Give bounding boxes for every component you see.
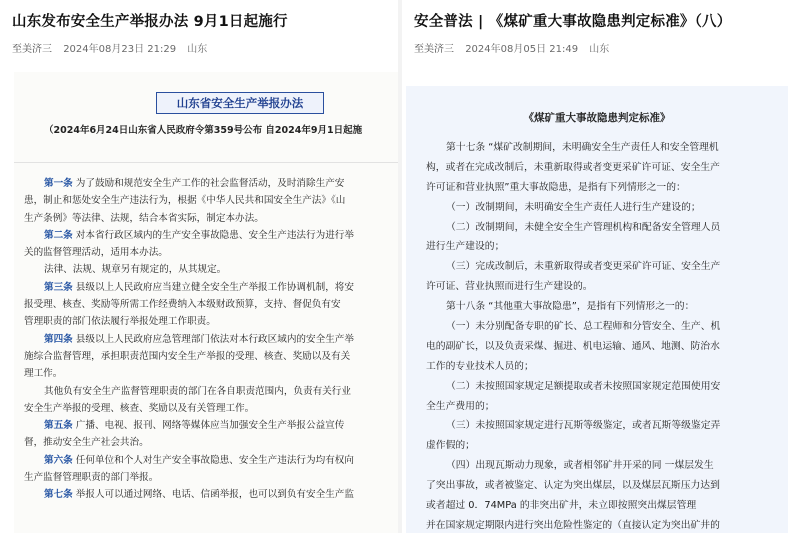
- right-doc-line: 了突出事故，或者被鉴定、认定为突出煤层，以及煤层瓦斯压力达到: [426, 480, 720, 492]
- left-doc-line-text: 法律、法规、规章另有规定的，从其规定。: [44, 264, 227, 276]
- right-doc-line: 虚作假的；: [426, 440, 475, 452]
- left-doc-line: [22, 313, 398, 330]
- left-doc-line: [22, 400, 398, 417]
- left-doc-line: [22, 244, 398, 261]
- left-location: 山东: [187, 44, 208, 55]
- left-doc-line-text: 为了鼓励和规范安全生产工作的社会监督活动，及时消除生产安: [75, 178, 345, 189]
- article-number: 第五条: [44, 420, 73, 432]
- left-article-meta: [12, 40, 207, 55]
- right-article-meta: [414, 40, 609, 55]
- right-doc-line: （二）未按照国家规定足额提取或者未按照国家规定范围使用安: [446, 380, 721, 392]
- right-doc-line: 第十七条 “煤矿改制期间，未明确安全生产责任人和安全管理机: [446, 142, 719, 153]
- left-document-divider: [14, 162, 398, 163]
- right-doc-line: （一）改制期间，未明确安全生产责任人进行生产建设的；: [446, 201, 701, 213]
- left-doc-line: [22, 279, 398, 296]
- left-doc-line: [22, 175, 398, 192]
- left-doc-line-text: 县级以上人民政府应当建立健全安全生产举报工作协调机制，将安: [75, 281, 354, 293]
- left-doc-line-text: 其他负有安全生产监督管理职责的部门在各自职责范围内，负责有关行业: [44, 385, 351, 397]
- right-document-body: [424, 138, 786, 533]
- left-doc-line: [22, 331, 398, 348]
- left-doc-line: [22, 348, 398, 365]
- right-doc-line: （一）未分别配备专职的矿长、总工程师和分管安全、生产、机: [446, 321, 721, 333]
- left-article-title[interactable]: 山东发布安全生产举报办法 9月1日起施行: [12, 14, 288, 30]
- left-doc-line: [22, 486, 398, 503]
- left-doc-line-text: 理工作。: [24, 368, 63, 380]
- right-document-image: [406, 86, 788, 533]
- right-author-link[interactable]: 至美济三: [414, 44, 454, 55]
- left-doc-line-text: 任何单位和个人对生产安全事故隐患、安全生产违法行为均有权向: [75, 454, 354, 466]
- right-doc-line: 电的副矿长，以及负责采煤、掘进、机电运输、通风、地测、防治水: [426, 340, 720, 352]
- left-doc-line: [22, 192, 398, 209]
- left-doc-line-text: 生产监督管理职责的部门举报。: [24, 472, 159, 484]
- left-doc-line-text: 安全生产举报的受理、核查、奖励以及有关管理工作。: [24, 402, 255, 414]
- article-number: 第二条: [44, 229, 73, 241]
- right-doc-line: （四）出现瓦斯动力现象，或者相邻矿井开采的同 一煤层发生: [446, 460, 714, 472]
- left-doc-line: [22, 417, 398, 434]
- article-number: 第一条: [44, 178, 73, 189]
- left-doc-line: [22, 452, 398, 469]
- left-doc-line-text: 县级以上人民政府应急管理部门依法对本行政区域内的安全生产举: [75, 333, 354, 345]
- article-number: 第七条: [44, 489, 73, 501]
- left-document-body: [22, 175, 398, 504]
- left-doc-line: [22, 469, 398, 486]
- left-doc-line: [22, 210, 398, 227]
- left-doc-line: [22, 383, 398, 400]
- left-doc-line: [22, 261, 398, 278]
- right-doc-line: 全生产费用的；: [426, 400, 495, 412]
- left-doc-line-text: 对本省行政区域内的生产安全事故隐患、安全生产违法行为进行举: [75, 229, 354, 241]
- left-document-subtitle: （2024年6月24日山东省人民政府令第359号公布 自2024年9月1日起施: [44, 125, 363, 136]
- article-number: 第三条: [44, 281, 73, 293]
- left-doc-line: [22, 434, 398, 451]
- left-doc-line-text: 生产条例》等法律、法规，结合本省实际，制定本办法。: [24, 212, 264, 224]
- left-doc-line: [22, 296, 398, 313]
- left-publish-time: 2024年08月23日 21:29: [63, 44, 177, 55]
- article-number: 第四条: [44, 333, 73, 345]
- article-number: 第六条: [44, 454, 73, 466]
- right-article-title[interactable]: 安全普法 | 《煤矿重大事故隐患判定标准》（八）: [414, 14, 732, 30]
- right-doc-line: 构，或者在完成改制后，未重新取得或者变更采矿许可证、安全生产: [426, 161, 720, 173]
- left-doc-line: [22, 227, 398, 244]
- left-doc-line-text: 广播、电视、报刊、网络等媒体应当加强安全生产举报公益宣传: [75, 420, 345, 432]
- right-article-panel: [402, 0, 800, 533]
- right-doc-line: 许可证和营业执照”重大事故隐患，是指有下列情形之一的：: [426, 181, 686, 193]
- right-doc-line: 并在国家规定期限内进行突出危险性鉴定的（直接认定为突出矿井的: [426, 519, 720, 531]
- left-doc-line-text: 施综合监督管理，承担职责范围内安全生产举报的受理、核查、奖励以及有关: [24, 350, 351, 362]
- left-doc-line-text: 督，推动安全生产社会共治。: [24, 437, 149, 449]
- right-doc-line: （三）完成改制后，未重新取得或者变更采矿许可证、安全生产: [446, 261, 721, 273]
- left-doc-line: [22, 365, 398, 382]
- right-doc-line: 许可证、营业执照而进行生产建设的。: [426, 281, 593, 293]
- right-doc-line: （二）改制期间，未健全安全生产管理机构和配备安全管理人员: [446, 221, 721, 233]
- left-doc-line-text: 管理职责的部门依法履行举报处理工作职责。: [24, 316, 216, 328]
- left-article-panel: [0, 0, 398, 533]
- left-doc-line-text: 患，制止和惩处安全生产违法行为，根据《中华人民共和国安全生产法》《山: [24, 195, 346, 207]
- right-doc-line: 第十八条 “其他重大事故隐患”，是指有下列情形之一的：: [446, 301, 695, 313]
- right-publish-time: 2024年08月05日 21:49: [465, 44, 579, 55]
- left-doc-line-text: 举报人可以通过网络、电话、信函举报，也可以到负有安全生产监: [75, 489, 354, 501]
- right-doc-line: 工作的专业技术人员的；: [426, 360, 534, 372]
- left-doc-line-text: 关的监督管理活动，适用本办法。: [24, 247, 168, 259]
- right-doc-line: 进行生产建设的；: [426, 241, 505, 253]
- left-document-heading: 山东省安全生产举报办法: [156, 92, 324, 114]
- right-doc-line: 或者超过 0．74MPa 的非突出矿井，未立即按照突出煤层管理: [426, 500, 697, 512]
- right-document-title: 《煤矿重大事故隐患判定标准》: [523, 112, 671, 124]
- left-doc-line-text: 报受理、核查、奖励等所需工作经费纳入本级财政预算，支持、督促负有安: [24, 299, 341, 311]
- left-document-image: [14, 72, 398, 533]
- right-location: 山东: [589, 44, 610, 55]
- left-author-link[interactable]: 至美济三: [12, 44, 52, 55]
- right-doc-line: （三）未按照国家规定进行瓦斯等级鉴定，或者瓦斯等级鉴定弄: [446, 420, 721, 432]
